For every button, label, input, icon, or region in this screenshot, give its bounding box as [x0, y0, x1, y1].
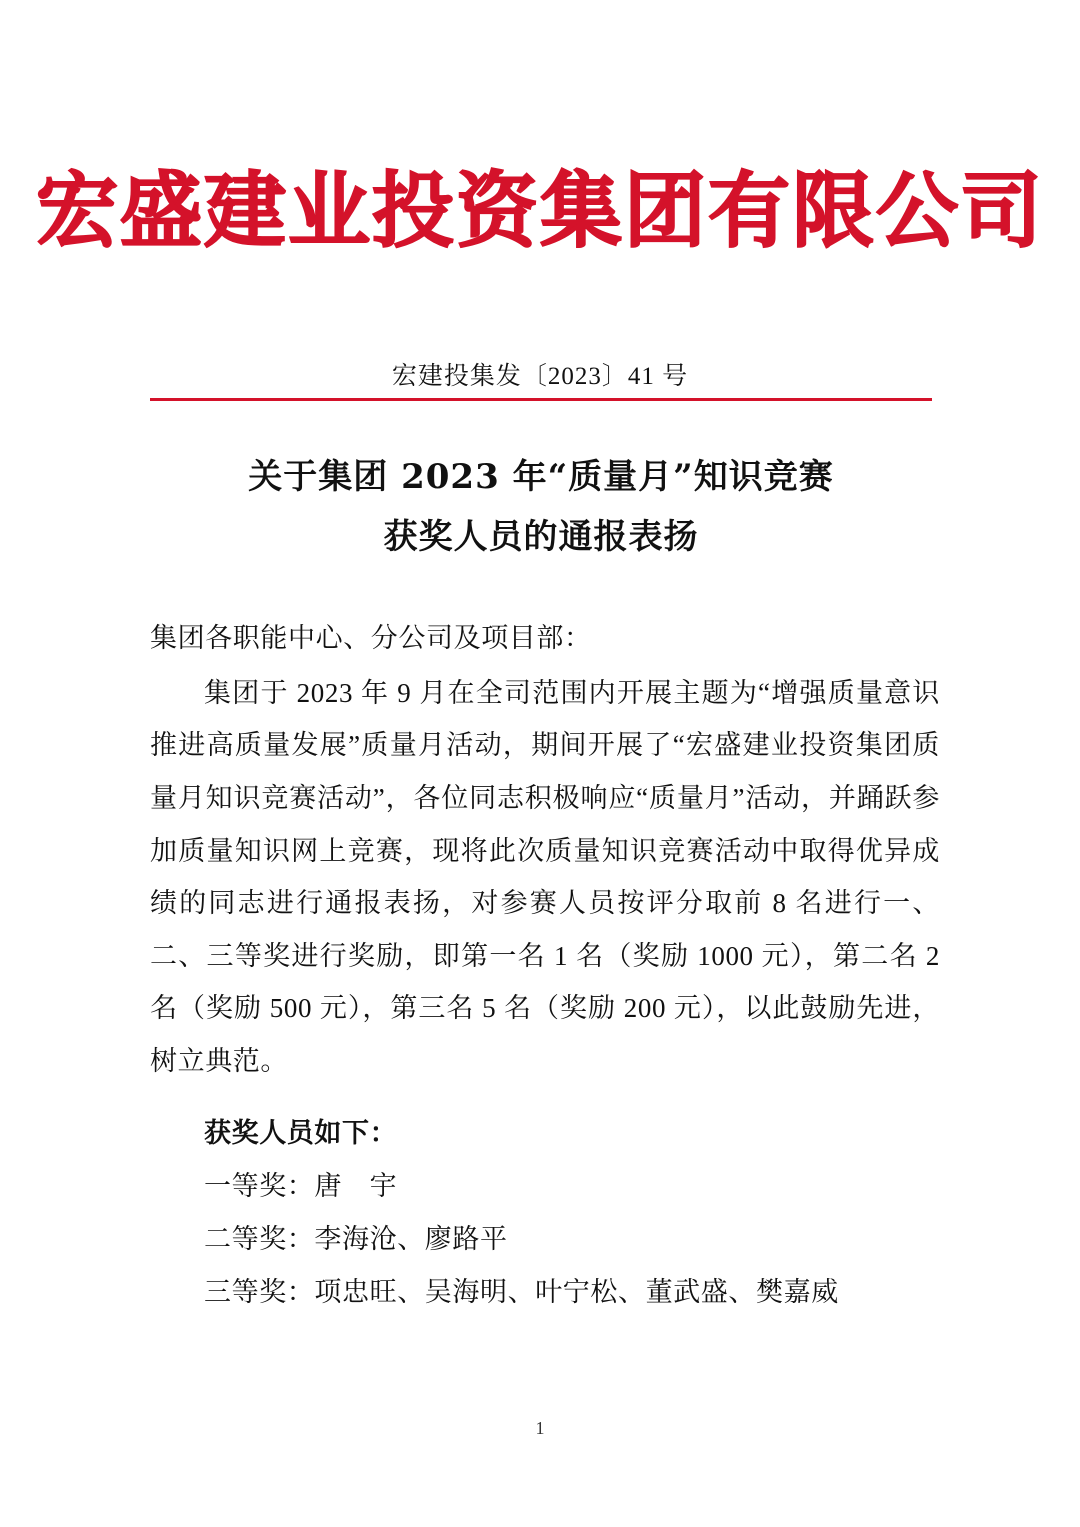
red-divider-rule — [150, 398, 932, 401]
award-names: 唐 宇 — [314, 1171, 398, 1202]
award-row — [150, 1266, 940, 1319]
salutation: 集团各职能中心、分公司及项目部： — [150, 623, 592, 653]
award-level-label: 三等奖： — [204, 1276, 315, 1307]
award-level-label: 二等奖： — [204, 1224, 315, 1255]
award-level-label: 一等奖： — [204, 1171, 315, 1202]
document-number: 宏建投集发〔2023〕41 号 — [391, 363, 689, 390]
award-names: 李海沧、廖路平 — [314, 1224, 508, 1255]
letterhead — [0, 163, 1080, 259]
page-number: 1 — [535, 1418, 545, 1438]
document-body — [150, 612, 940, 1318]
award-row — [150, 1213, 940, 1266]
body-paragraph-1: 集团于 2023 年 9 月在全司范围内开展主题为“增强质量意识 推进高质量发展”质量月活动，期间开展了“宏盛建业投资集团质量月知识竞赛活动”，各位同志积极响应“质量月”活动，并踊跃参加质量知识网上竞赛，现将此次质量知识竞赛活动中取得优异成绩的同志进行通报表扬，对参赛人员按评分取前 8 名进行一、二、三等奖进行奖励，即第一名 1 名（奖励 1000 元），第二名 2 名（奖励 500 元），第三名 5 名（奖励 200 元），以此鼓励先进，树立典范。 — [150, 677, 940, 1077]
page-title-line-1: 关于集团 2023 年“质量月”知识竞赛 — [248, 457, 834, 497]
page-title — [150, 448, 932, 567]
awards-heading: 获奖人员如下： — [204, 1117, 398, 1149]
organization-title: 宏盛建业投资集团有限公司 — [35, 163, 1044, 259]
page-title-line-2: 获奖人员的通报表扬 — [383, 516, 699, 557]
award-names: 项忠旺、吴海明、叶宁松、董武盛、樊嘉威 — [314, 1276, 839, 1307]
award-row — [150, 1160, 940, 1213]
